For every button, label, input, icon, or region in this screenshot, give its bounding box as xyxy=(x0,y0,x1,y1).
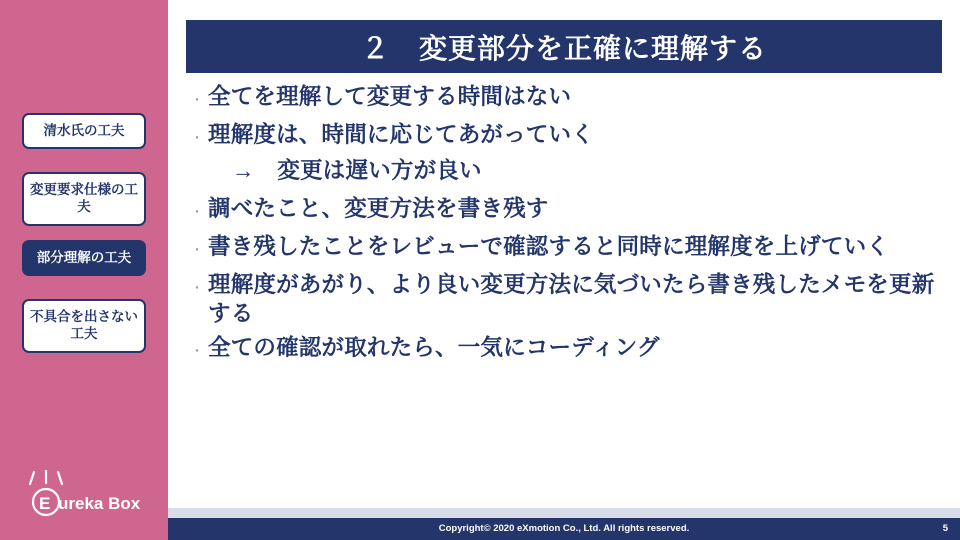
list-item-text: 理解度があがり、より良い変更方法に気づいたら書き残したメモを更新する xyxy=(208,272,935,327)
list-item xyxy=(186,232,946,266)
sidebar-item-change-request-spec[interactable] xyxy=(22,172,146,226)
list-item-text: 理解度は、時間に応じてあがっていく xyxy=(208,122,594,147)
list-item-text: → 変更は遅い方が良い xyxy=(232,158,482,183)
list-item xyxy=(186,120,946,154)
slide-footer xyxy=(168,518,960,540)
page-title: ２ 変更部分を正確に理解する xyxy=(360,32,767,64)
bullet-dot-icon: · xyxy=(193,200,201,222)
sidebar-item-defect-prevention[interactable] xyxy=(22,299,146,353)
sidebar-item-shimizu[interactable] xyxy=(22,113,146,149)
bullet-dot-icon: · xyxy=(193,88,201,110)
slide-body xyxy=(186,82,946,502)
list-item xyxy=(186,156,946,190)
list-item-text: 書き残したことをレビューで確認すると同時に理解度を上げていく xyxy=(208,234,890,259)
lightbulb-icon xyxy=(18,470,158,526)
bullet-dot-icon: · xyxy=(193,238,201,260)
svg-text:E: E xyxy=(39,494,51,513)
bullet-dot-icon: · xyxy=(193,276,201,298)
list-item-text: 調べたこと、変更方法を書き残す xyxy=(208,196,549,221)
copyright-text: Copyright© 2020 eXmotion Co., Ltd. All rights reserved. xyxy=(438,523,690,534)
list-item-text: 全ての確認が取れたら、一気にコーディング xyxy=(208,334,660,360)
slide-title-banner xyxy=(186,20,942,73)
footer-divider xyxy=(168,508,960,518)
svg-text:ureka Box: ureka Box xyxy=(58,494,141,513)
sidebar-item-label: 変更要求仕様の工夫 xyxy=(30,182,138,215)
list-item xyxy=(186,82,946,116)
eureka-box-logo xyxy=(18,470,158,526)
sidebar-item-label: 部分理解の工夫 xyxy=(36,250,132,265)
bullet-dot-icon: · xyxy=(193,338,201,361)
sidebar-item-label: 不具合を出さない工夫 xyxy=(30,309,138,342)
sidebar-item-partial-understanding[interactable] xyxy=(22,240,146,276)
list-item xyxy=(186,270,946,329)
sidebar-item-label: 清水氏の工夫 xyxy=(43,123,125,138)
bullet-dot-icon: · xyxy=(193,126,201,148)
list-item xyxy=(186,333,946,367)
list-item-text: 全てを理解して変更する時間はない xyxy=(208,84,572,109)
page-number: 5 xyxy=(942,523,948,534)
list-item xyxy=(186,194,946,228)
sidebar xyxy=(0,0,168,540)
